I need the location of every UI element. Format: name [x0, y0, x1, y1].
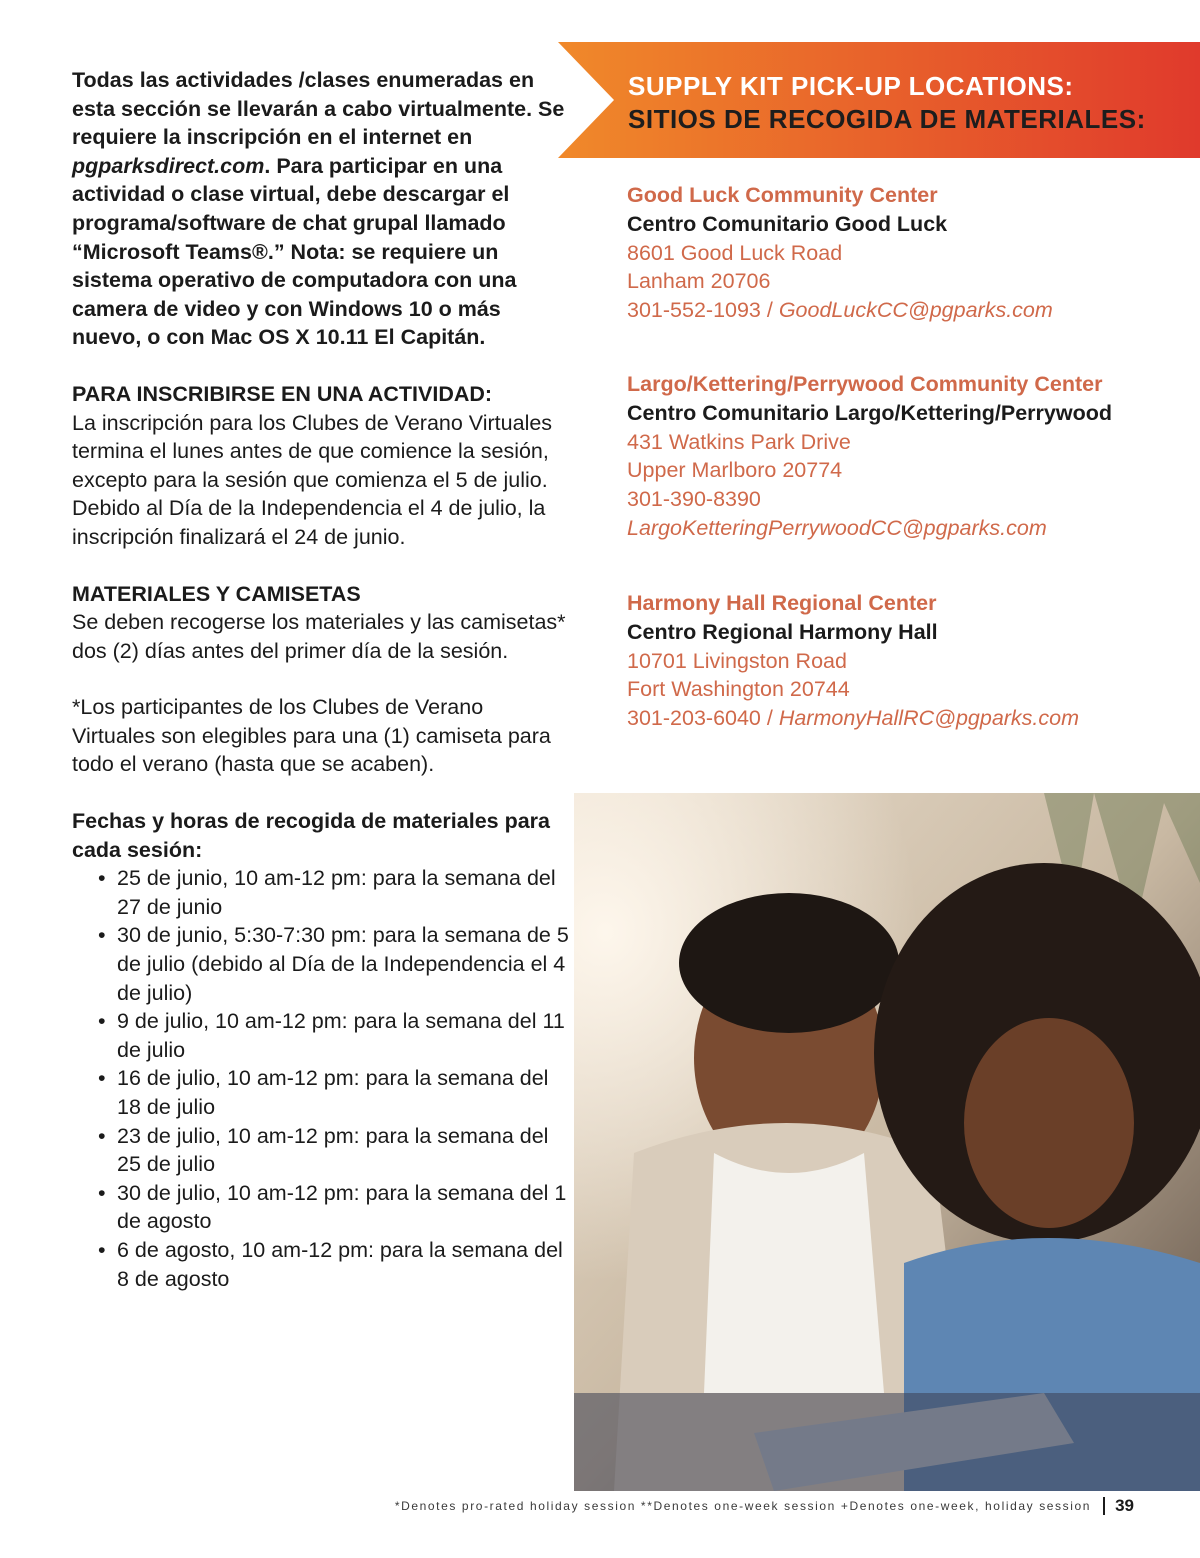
- location-phone: 301-390-8390: [627, 487, 761, 512]
- location-name: Good Luck Community Center: [627, 183, 938, 207]
- pickup-date-item: • 25 de junio, 10 am-12 pm: para la semana del 27 de junio: [90, 864, 572, 921]
- location-name: Largo/Kettering/Perrywood Community Center: [627, 372, 1103, 396]
- location-card: [627, 589, 1079, 733]
- location-city: Upper Marlboro 20774: [627, 458, 843, 483]
- pickup-dates-section: [72, 807, 572, 1293]
- location-name-es: Centro Comunitario Largo/Kettering/Perrywood: [627, 400, 1112, 425]
- pickup-date-item: • 9 de julio, 10 am-12 pm: para la semana del 11 de julio: [90, 1007, 572, 1064]
- register-section: [72, 380, 572, 552]
- location-name-es: Centro Regional Harmony Hall: [627, 619, 938, 644]
- register-heading: PARA INSCRIBIRSE EN UNA ACTIVIDAD:: [72, 381, 493, 406]
- materials-body: Se deben recogerse los materiales y las camisetas* dos (2) días antes del primer día de la sesión.: [72, 610, 566, 663]
- location-name: Harmony Hall Regional Center: [627, 591, 937, 615]
- pickup-date-item: • 30 de junio, 5:30-7:30 pm: para la semana de 5 de julio (debido al Día de la Independencia el 4 de julio): [90, 921, 572, 1007]
- register-body: La inscripción para los Clubes de Verano Virtuales termina el lunes antes de que comience la sesión, excepto para la sesión que comienza el 5 de julio. Debido al Día de la Independencia el 4 de julio, la inscripción finalizará el 24 de junio.: [72, 410, 553, 549]
- intro-text-2: . Para participar en una actividad o clase virtual, debe descargar el programa/software de chat grupal llamado “Microsoft Teams®.” Nota: se requiere un sistema operativo de computadora con una camera de video y con Windows 10 o más nuevo, o con Mac OS X 10.11 El Capitán.: [72, 153, 517, 350]
- pickup-heading: Fechas y horas de recogida de materiales para cada sesión:: [72, 809, 550, 862]
- location-email[interactable]: LargoKetteringPerrywoodCC@pgparks.com: [627, 515, 1047, 540]
- intro-text-1: Todas las actividades /clases enumeradas en esta sección se llevarán a cabo virtualmente. Se requiere la inscripción en el internet en: [72, 68, 565, 150]
- location-phone: 301-203-6040 /: [627, 706, 779, 731]
- materials-section: [72, 580, 572, 666]
- registration-link[interactable]: pgparksdirect.com: [72, 153, 265, 178]
- banner-title-es: SITIOS DE RECOGIDA DE MATERIALES:: [628, 104, 1146, 134]
- tshirt-note: *Los participantes de los Clubes de Verano Virtuales son elegibles para una (1) camiseta para todo el verano (hasta que se acaben).: [72, 695, 551, 777]
- location-card: [627, 370, 1112, 543]
- left-column: [72, 66, 572, 1293]
- location-phone: 301-552-1093 /: [627, 298, 779, 323]
- pickup-date-item: • 30 de julio, 10 am-12 pm: para la semana del 1 de agosto: [90, 1179, 572, 1236]
- footer-note: *Denotes pro-rated holiday session **Denotes one-week session +Denotes one-week, holiday session: [394, 1499, 1092, 1513]
- location-card: [627, 181, 1053, 325]
- page-number: 39: [1115, 1496, 1134, 1515]
- pickup-date-item: • 23 de julio, 10 am-12 pm: para la semana del 25 de julio: [90, 1122, 572, 1179]
- footer-divider: [1103, 1497, 1105, 1515]
- pickup-date-item: • 16 de julio, 10 am-12 pm: para la semana del 18 de julio: [90, 1064, 572, 1121]
- location-name-es: Centro Comunitario Good Luck: [627, 211, 948, 236]
- location-street: 8601 Good Luck Road: [627, 240, 843, 265]
- banner-title: [628, 70, 1146, 136]
- footer: [395, 1496, 1134, 1516]
- location-city: Fort Washington 20744: [627, 677, 850, 702]
- photo-illustration: [574, 793, 1200, 1491]
- pickup-date-item: • 6 de agosto, 10 am-12 pm: para la semana del 8 de agosto: [90, 1236, 572, 1293]
- location-contact: [627, 296, 1053, 325]
- location-street: 10701 Livingston Road: [627, 648, 847, 673]
- banner-title-en: SUPPLY KIT PICK-UP LOCATIONS:: [628, 71, 1074, 101]
- pickup-dates-list: [72, 864, 572, 1293]
- location-street: 431 Watkins Park Drive: [627, 429, 851, 454]
- tshirt-note-section: [72, 693, 572, 779]
- location-contact: [627, 704, 1079, 733]
- location-city: Lanham 20706: [627, 269, 771, 294]
- location-email[interactable]: GoodLuckCC@pgparks.com: [778, 298, 1053, 323]
- location-email[interactable]: HarmonyHallRC@pgparks.com: [778, 706, 1080, 731]
- intro-paragraph: [72, 66, 572, 352]
- children-tablet-photo: [574, 793, 1200, 1491]
- materials-heading: MATERIALES Y CAMISETAS: [72, 581, 361, 606]
